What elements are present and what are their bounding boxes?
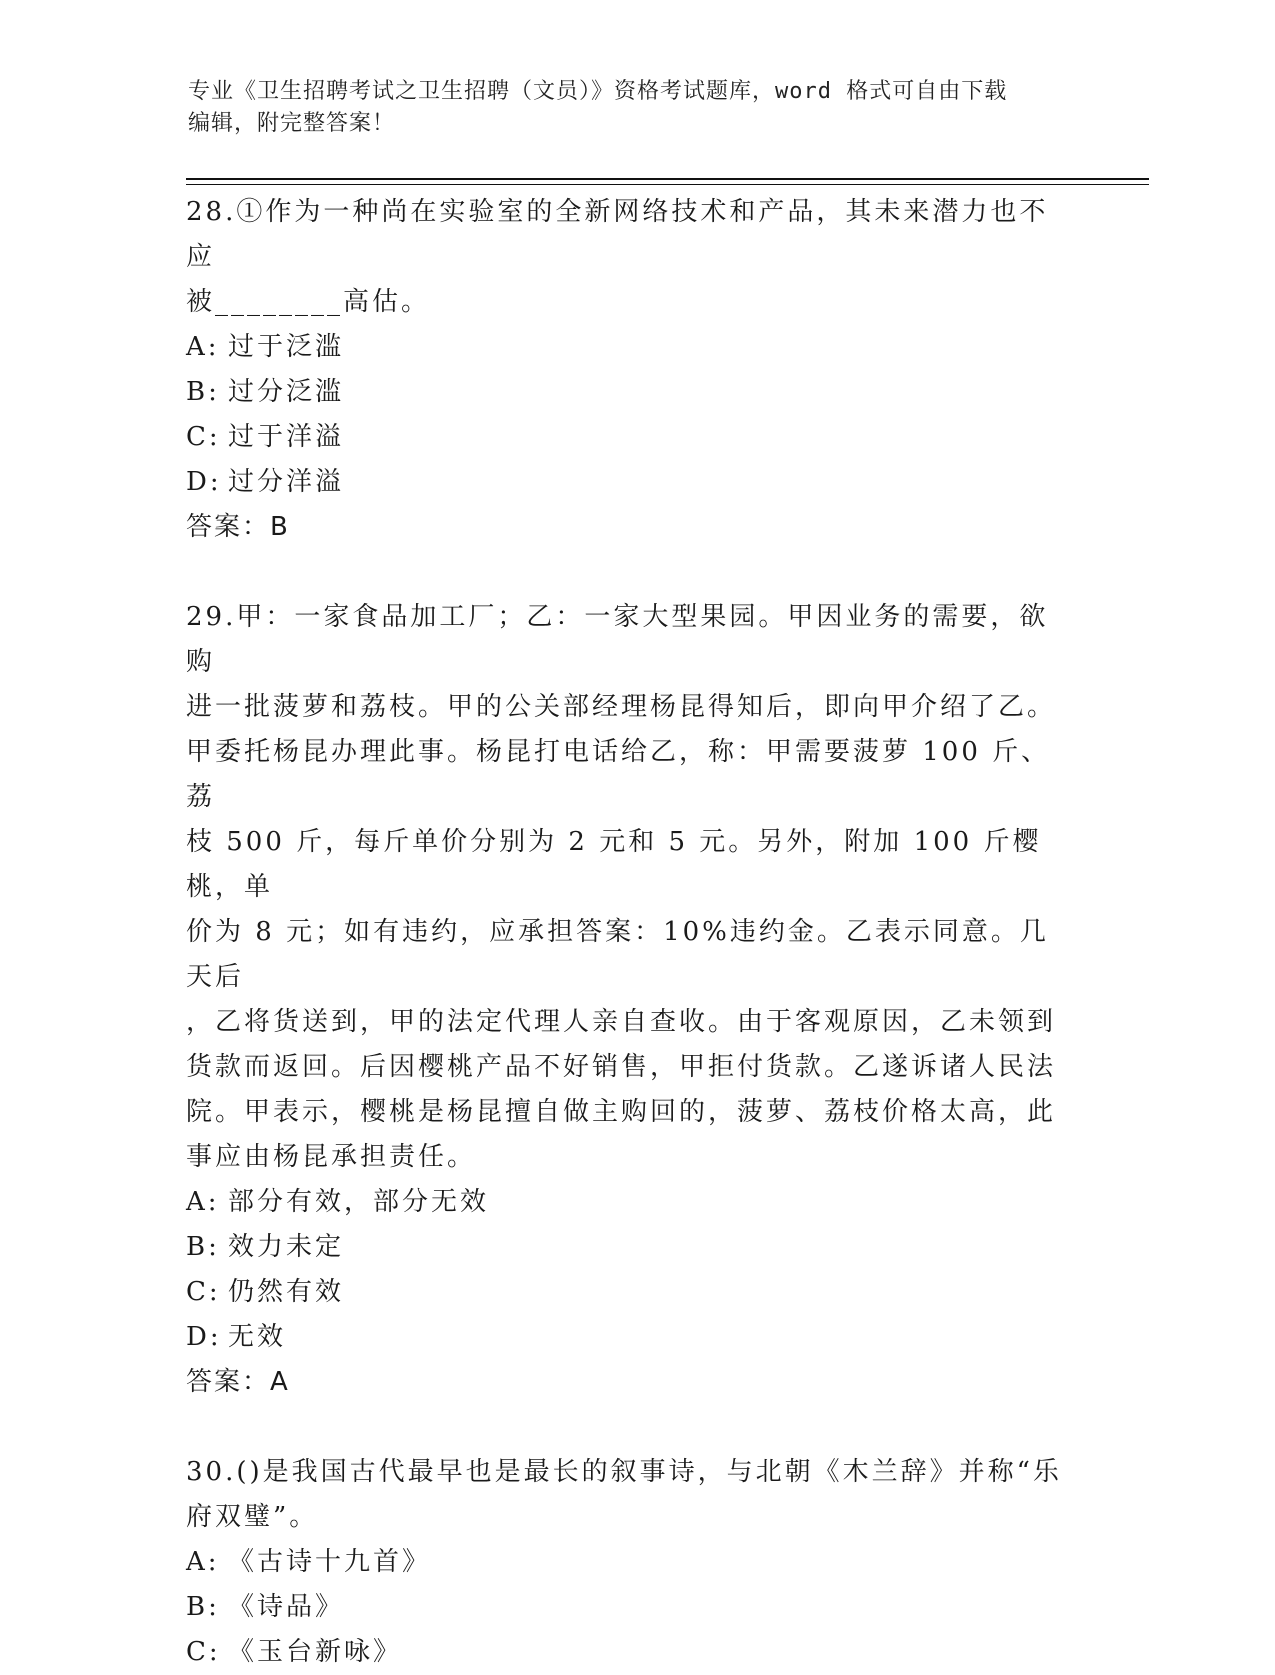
option-a — [186, 1540, 1066, 1585]
spacer — [186, 550, 1066, 595]
header-divider — [186, 184, 1149, 185]
option-text: 过分泛滥 — [228, 377, 345, 407]
option-letter: B: — [186, 1592, 220, 1622]
option-letter: B: — [186, 377, 220, 407]
question-stem-line: 被________高估。 — [186, 287, 431, 317]
option-letter: A: — [186, 1187, 220, 1217]
option-text: 《玉台新咏》 — [228, 1637, 403, 1667]
option-letter: D: — [186, 1322, 222, 1352]
document-header — [188, 76, 1068, 140]
question-stem-line: 枝 500 斤，每斤单价分别为 2 元和 5 元。另外，附加 100 斤樱桃，单 — [186, 827, 1042, 902]
option-c — [186, 415, 1066, 460]
question-29 — [186, 595, 1066, 1405]
option-text: 效力未定 — [228, 1232, 345, 1262]
option-text: 《古诗十九首》 — [228, 1547, 432, 1577]
option-letter: C: — [186, 1637, 221, 1667]
option-text: 过于泛滥 — [228, 332, 345, 362]
question-stem-line: 价为 8 元；如有违约，应承担答案：10%违约金。乙表示同意。几天后 — [186, 917, 1049, 992]
question-stem-line: 甲委托杨昆办理此事。杨昆打电话给乙，称：甲需要菠萝 100 斤、荔 — [186, 737, 1051, 812]
answer-line: 答案：B — [186, 512, 290, 542]
option-d — [186, 1315, 1066, 1360]
option-letter: C: — [186, 422, 221, 452]
option-b — [186, 370, 1066, 415]
option-letter: D: — [186, 467, 222, 497]
question-30 — [186, 1450, 1066, 1675]
option-text: 部分有效，部分无效 — [228, 1187, 490, 1217]
option-text: 无效 — [228, 1322, 287, 1352]
option-b — [186, 1225, 1066, 1270]
option-a — [186, 1180, 1066, 1225]
option-b — [186, 1585, 1066, 1630]
question-stem-line: 29.甲：一家食品加工厂；乙：一家大型果园。甲因业务的需要，欲购 — [186, 602, 1049, 677]
question-stem-line: ，乙将货送到，甲的法定代理人亲自查收。由于客观原因，乙未领到 — [186, 1007, 1057, 1037]
option-text: 过分洋溢 — [228, 467, 345, 497]
option-c — [186, 1630, 1066, 1675]
spacer — [186, 1405, 1066, 1450]
question-stem-line: 府双璧”。 — [186, 1502, 319, 1532]
option-d — [186, 460, 1066, 505]
answer-line: 答案：A — [186, 1367, 290, 1397]
question-stem-line: 28.①作为一种尚在实验室的全新网络技术和产品，其未来潜力也不应 — [186, 197, 1049, 272]
header-line: 编辑，附完整答案！ — [188, 111, 396, 136]
option-letter: B: — [186, 1232, 220, 1262]
question-stem-line: 货款而返回。后因樱桃产品不好销售，甲拒付货款。乙遂诉诸人民法 — [186, 1052, 1057, 1082]
question-stem-line: 进一批菠萝和荔枝。甲的公关部经理杨昆得知后，即向甲介绍了乙。 — [186, 692, 1057, 722]
question-stem-line: 30.()是我国古代最早也是最长的叙事诗，与北朝《木兰辞》并称“乐 — [186, 1457, 1062, 1487]
option-letter: A: — [186, 1547, 220, 1577]
header-divider — [186, 178, 1149, 180]
question-list — [186, 190, 1066, 1675]
question-28 — [186, 190, 1066, 550]
option-letter: C: — [186, 1277, 221, 1307]
question-stem-line: 事应由杨昆承担责任。 — [186, 1142, 477, 1172]
option-text: 《诗品》 — [228, 1592, 345, 1622]
question-stem-line: 院。甲表示，樱桃是杨昆擅自做主购回的，菠萝、荔枝价格太高，此 — [186, 1097, 1057, 1127]
header-line: 专业《卫生招聘考试之卫生招聘（文员）》资格考试题库，word 格式可自由下载 — [188, 79, 1008, 104]
option-c — [186, 1270, 1066, 1315]
option-text: 仍然有效 — [228, 1277, 345, 1307]
option-text: 过于洋溢 — [228, 422, 345, 452]
option-a — [186, 325, 1066, 370]
option-letter: A: — [186, 332, 220, 362]
